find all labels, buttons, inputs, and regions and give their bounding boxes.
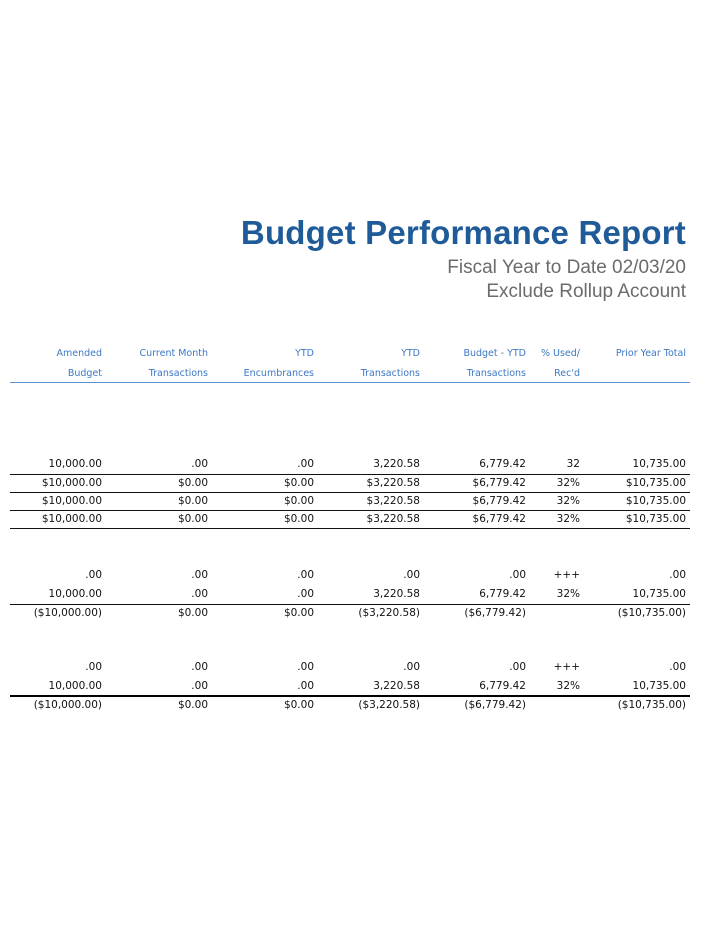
cell-budget-ytd: .00 [509,569,526,581]
cell-ytd-encumbrances: .00 [297,680,314,692]
table-row [10,658,690,676]
cell-current-month: .00 [191,661,208,673]
cell-budget-ytd: 6,779.42 [479,588,526,600]
header-budget-ytd: Budget - YTD Transactions [463,348,526,379]
cell-budget-ytd: $6,779.42 [472,477,526,489]
table-row [10,566,690,584]
cell-percent-used: +++ [553,661,580,673]
table-row [10,677,690,695]
cell-prior-year-total: .00 [669,569,686,581]
cell-current-month: $0.00 [177,513,208,525]
cell-budget-ytd: 6,779.42 [479,458,526,470]
cell-percent-used: 32% [556,680,580,692]
cell-prior-year-total: ($10,735.00) [617,699,686,711]
header-ytd-transactions: YTD Transactions [360,348,420,379]
cell-budget-ytd: 6,779.42 [479,680,526,692]
cell-percent-used: +++ [553,569,580,581]
cell-ytd-transactions: 3,220.58 [373,680,420,692]
cell-amended-budget: ($10,000.00) [33,699,102,711]
cell-budget-ytd: .00 [509,661,526,673]
cell-ytd-transactions: .00 [403,661,420,673]
cell-amended-budget: .00 [85,661,102,673]
cell-amended-budget: .00 [85,569,102,581]
cell-current-month: $0.00 [177,495,208,507]
cell-prior-year-total: $10,735.00 [625,513,686,525]
cell-ytd-encumbrances: $0.00 [283,477,314,489]
cell-amended-budget: 10,000.00 [48,680,102,692]
cell-ytd-transactions: ($3,220.58) [358,699,420,711]
cell-ytd-transactions: $3,220.58 [366,513,420,525]
cell-budget-ytd: ($6,779.42) [464,607,526,619]
cell-prior-year-total: 10,735.00 [632,458,686,470]
cell-ytd-transactions: .00 [403,569,420,581]
cell-ytd-transactions: $3,220.58 [366,495,420,507]
cell-percent-used: 32% [556,588,580,600]
table-row [10,492,690,510]
cell-amended-budget: $10,000.00 [41,495,102,507]
cell-ytd-transactions: 3,220.58 [373,458,420,470]
cell-ytd-encumbrances: .00 [297,458,314,470]
table-row [10,510,690,528]
cell-ytd-encumbrances: $0.00 [283,495,314,507]
header-rule [10,382,690,383]
cell-amended-budget: 10,000.00 [48,458,102,470]
cell-amended-budget: ($10,000.00) [33,607,102,619]
cell-percent-used: 32% [556,495,580,507]
cell-percent-used: 32 [566,458,580,470]
cell-amended-budget: $10,000.00 [41,513,102,525]
report-title: Budget Performance Report [240,214,686,251]
header-amended-budget: Amended Budget [56,348,102,379]
cell-prior-year-total: .00 [669,661,686,673]
table-row [10,696,690,714]
cell-prior-year-total: ($10,735.00) [617,607,686,619]
report-subtitle-rollup: Exclude Rollup Account [486,281,686,302]
header-current-month: Current Month Transactions [139,348,208,379]
cell-current-month: .00 [191,680,208,692]
table-row [10,474,690,492]
cell-ytd-encumbrances: $0.00 [283,699,314,711]
table-row [10,585,690,603]
cell-ytd-encumbrances: .00 [297,661,314,673]
cell-amended-budget: $10,000.00 [41,477,102,489]
row-rule [10,528,690,529]
cell-ytd-transactions: 3,220.58 [373,588,420,600]
cell-ytd-encumbrances: .00 [297,569,314,581]
cell-current-month: $0.00 [177,699,208,711]
cell-ytd-transactions: ($3,220.58) [358,607,420,619]
cell-current-month: .00 [191,569,208,581]
cell-current-month: $0.00 [177,477,208,489]
header-prior-year-total: Prior Year Total [615,348,686,359]
cell-prior-year-total: $10,735.00 [625,495,686,507]
header-percent-used: % Used/ Rec'd [540,348,580,379]
table-row [10,455,690,473]
report-subtitle-date: Fiscal Year to Date 02/03/20 [447,257,686,278]
cell-current-month: .00 [191,588,208,600]
header-ytd-encumbrances: YTD Encumbrances [243,348,314,379]
cell-budget-ytd: ($6,779.42) [464,699,526,711]
cell-budget-ytd: $6,779.42 [472,513,526,525]
cell-budget-ytd: $6,779.42 [472,495,526,507]
cell-current-month: $0.00 [177,607,208,619]
cell-prior-year-total: $10,735.00 [625,477,686,489]
cell-ytd-transactions: $3,220.58 [366,477,420,489]
cell-current-month: .00 [191,458,208,470]
cell-prior-year-total: 10,735.00 [632,680,686,692]
cell-ytd-encumbrances: $0.00 [283,607,314,619]
table-row [10,604,690,622]
cell-ytd-encumbrances: .00 [297,588,314,600]
cell-percent-used: 32% [556,513,580,525]
cell-ytd-encumbrances: $0.00 [283,513,314,525]
cell-percent-used: 32% [556,477,580,489]
cell-prior-year-total: 10,735.00 [632,588,686,600]
cell-amended-budget: 10,000.00 [48,588,102,600]
